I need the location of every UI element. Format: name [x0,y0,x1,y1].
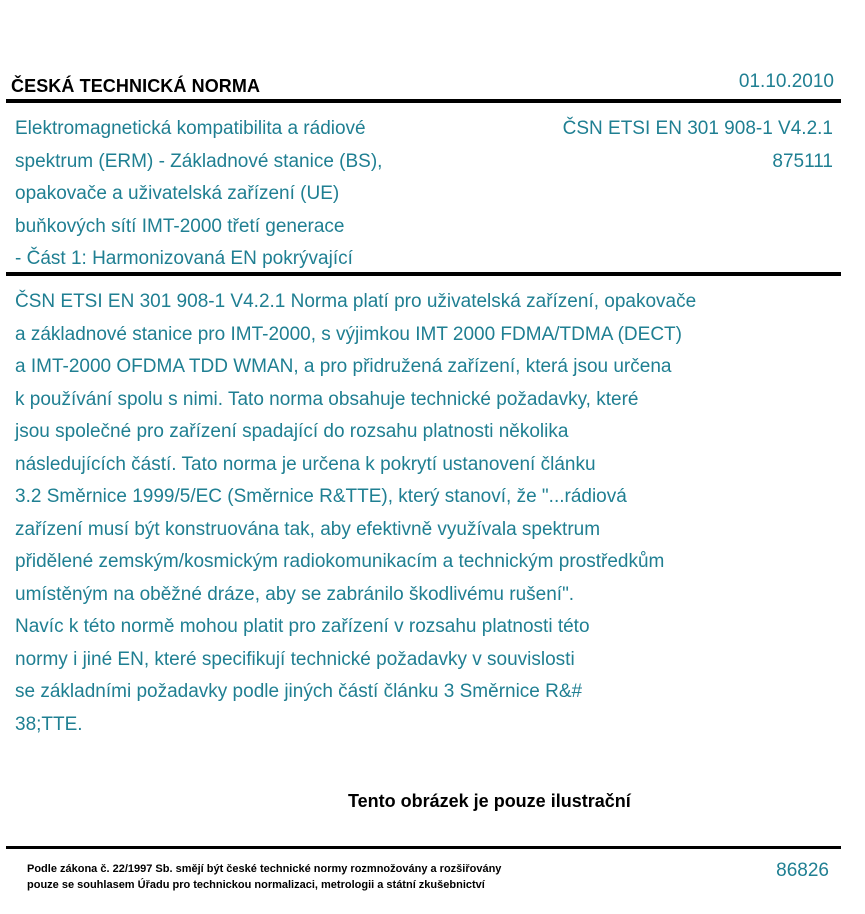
title-line: buňkových sítí IMT-2000 třetí generace [15,215,345,237]
legal-notice [27,861,501,893]
title-divider [6,272,841,276]
legal-line: pouze se souhlasem Úřadu pro technickou normalizaci, metrologii a státní zkušebnictví [27,879,485,891]
abstract-line: k používání spolu s nimi. Tato norma obsahuje technické požadavky, které [15,388,639,410]
header-divider [6,99,841,103]
footer-divider [6,846,841,849]
abstract-line: ČSN ETSI EN 301 908-1 V4.2.1 Norma platí pro uživatelská zařízení, opakovače [15,291,697,312]
abstract-line: jsou společné pro zařízení spadající do rozsahu platnosti několika [15,421,569,442]
abstract-line: normy i jiné EN, které specifikují technické požadavky v souvislosti [15,648,575,670]
abstract-line: 38;TTE. [15,713,83,735]
abstract-line: se základními požadavky podle jiných částí článku 3 Směrnice R&# [15,681,583,702]
illustration-note: Tento obrázek je pouze ilustrační [348,791,631,811]
title-line: opakovače a uživatelská zařízení (UE) [15,183,340,204]
abstract-line: přidělené zemským/kosmickým radiokomunikacím a technickým prostředkům [15,551,665,572]
standard-code: ČSN ETSI EN 301 908-1 V4.2.1 [562,118,833,139]
legal-line: Podle zákona č. 22/1997 Sb. smějí být české technické normy rozmnožovány a rozšiřovány [27,863,502,875]
abstract-line: zařízení musí být konstruována tak, aby efektivně využívala spektrum [15,518,601,540]
abstract-line: 3.2 Směrnice 1999/5/EC (Směrnice R&TTE), který stanoví, že "...rádiová [15,486,627,507]
abstract-line: a IMT-2000 OFDMA TDD WMAN, a pro přidružená zařízení, která jsou určena [15,356,672,377]
abstract-line: Navíc k této normě mohou platit pro zařízení v rozsahu platnosti této [15,616,590,637]
document-number: 86826 [776,860,829,881]
publication-date: 01.10.2010 [738,71,834,92]
abstract-line: umístěným na oběžné dráze, aby se zabránilo škodlivému rušení". [15,583,575,605]
title-line: Elektromagnetická kompatibilita a rádiové [15,118,366,139]
standard-title [15,113,475,276]
abstract-line: následujících částí. Tato norma je určena k pokrytí ustanovení článku [15,453,596,475]
title-line: spektrum (ERM) - Základnové stanice (BS), [15,150,383,172]
standard-identifier [563,113,833,178]
title-line: - Část 1: Harmonizovaná EN pokrývající [15,248,353,269]
document-header-title: ČESKÁ TECHNICKÁ NORMA [11,76,261,96]
abstract-text [15,286,835,741]
abstract-line: a základnové stanice pro IMT-2000, s výjimkou IMT 2000 FDMA/TDMA (DECT) [15,323,682,345]
classification-number: 875111 [772,150,833,172]
